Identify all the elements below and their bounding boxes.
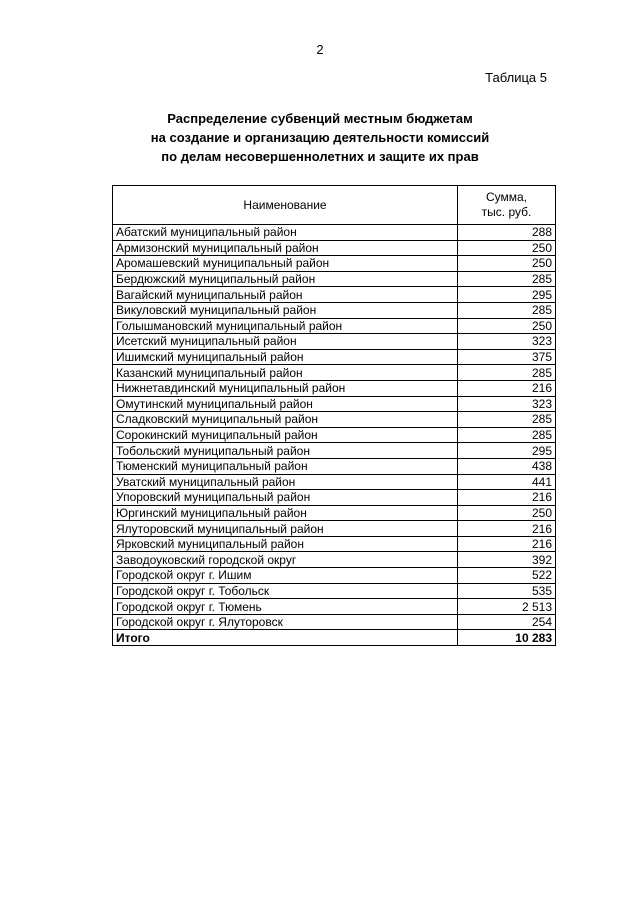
row-name: Омутинский муниципальный район (113, 396, 458, 412)
table-row (113, 318, 556, 334)
table-row (113, 599, 556, 615)
row-name: Тюменский муниципальный район (113, 458, 458, 474)
row-sum: 295 (458, 443, 556, 459)
row-name: Бердюжский муниципальный район (113, 271, 458, 287)
table-row (113, 380, 556, 396)
row-name: Городской округ г. Тюмень (113, 599, 458, 615)
table-row (113, 365, 556, 381)
table-row (113, 287, 556, 303)
row-name: Исетский муниципальный район (113, 334, 458, 350)
total-sum: 10 283 (458, 630, 556, 646)
table-header-row (113, 186, 556, 225)
table-row (113, 458, 556, 474)
row-sum: 250 (458, 318, 556, 334)
table-row (113, 302, 556, 318)
header-sum-line2: тыс. руб. (481, 205, 532, 219)
row-name: Ялуторовский муниципальный район (113, 521, 458, 537)
row-sum: 216 (458, 536, 556, 552)
table-body (113, 225, 556, 646)
row-sum: 285 (458, 412, 556, 428)
row-sum: 285 (458, 302, 556, 318)
table-row (113, 240, 556, 256)
table-row (113, 536, 556, 552)
row-name: Ишимский муниципальный район (113, 349, 458, 365)
row-sum: 295 (458, 287, 556, 303)
row-name: Городской округ г. Тобольск (113, 583, 458, 599)
table-row (113, 225, 556, 241)
row-name: Заводоуковский городской округ (113, 552, 458, 568)
row-sum: 285 (458, 271, 556, 287)
total-row (113, 630, 556, 646)
subvention-table (112, 185, 556, 646)
table-row (113, 396, 556, 412)
row-name: Уватский муниципальный район (113, 474, 458, 490)
title-line-1: Распределение субвенций местным бюджетам (167, 111, 473, 126)
row-sum: 438 (458, 458, 556, 474)
header-sum-line1: Сумма, (485, 190, 528, 204)
row-name: Городской округ г. Ишим (113, 568, 458, 584)
row-sum: 254 (458, 614, 556, 630)
row-sum: 216 (458, 521, 556, 537)
row-name: Юргинский муниципальный район (113, 505, 458, 521)
row-sum: 522 (458, 568, 556, 584)
row-name: Голышмановский муниципальный район (113, 318, 458, 334)
table-label: Таблица 5 (485, 70, 547, 85)
row-name: Сладковский муниципальный район (113, 412, 458, 428)
row-sum: 323 (458, 396, 556, 412)
row-sum: 250 (458, 505, 556, 521)
total-name: Итого (113, 630, 458, 646)
table-row (113, 505, 556, 521)
document-title (0, 109, 640, 166)
table-row (113, 334, 556, 350)
row-sum: 216 (458, 380, 556, 396)
table-row (113, 412, 556, 428)
table-row (113, 271, 556, 287)
header-sum (458, 186, 556, 225)
row-name: Вагайский муниципальный район (113, 287, 458, 303)
row-sum: 441 (458, 474, 556, 490)
page-number: 2 (316, 42, 324, 57)
row-sum: 392 (458, 552, 556, 568)
row-sum: 2 513 (458, 599, 556, 615)
table-row (113, 256, 556, 272)
row-sum: 288 (458, 225, 556, 241)
row-name: Упоровский муниципальный район (113, 490, 458, 506)
row-name: Нижнетавдинский муниципальный район (113, 380, 458, 396)
table-row (113, 552, 556, 568)
row-sum: 216 (458, 490, 556, 506)
row-name: Казанский муниципальный район (113, 365, 458, 381)
title-line-2: на создание и организацию деятельности комиссий (150, 130, 490, 145)
row-sum: 535 (458, 583, 556, 599)
row-sum: 285 (458, 427, 556, 443)
row-name: Тобольский муниципальный район (113, 443, 458, 459)
table-row (113, 568, 556, 584)
table-row (113, 583, 556, 599)
table-row (113, 490, 556, 506)
table-row (113, 349, 556, 365)
table-row (113, 427, 556, 443)
row-sum: 250 (458, 240, 556, 256)
row-name: Сорокинский муниципальный район (113, 427, 458, 443)
table-row (113, 614, 556, 630)
row-sum: 323 (458, 334, 556, 350)
row-name: Ярковский муниципальный район (113, 536, 458, 552)
row-name: Городской округ г. Ялуторовск (113, 614, 458, 630)
table-row (113, 521, 556, 537)
row-sum: 285 (458, 365, 556, 381)
table-row (113, 443, 556, 459)
row-name: Аромашевский муниципальный район (113, 256, 458, 272)
header-name: Наименование (113, 186, 458, 225)
row-name: Викуловский муниципальный район (113, 302, 458, 318)
table-row (113, 474, 556, 490)
row-sum: 250 (458, 256, 556, 272)
row-name: Армизонский муниципальный район (113, 240, 458, 256)
row-name: Абатский муниципальный район (113, 225, 458, 241)
row-sum: 375 (458, 349, 556, 365)
title-line-3: по делам несовершеннолетних и защите их прав (161, 149, 479, 164)
